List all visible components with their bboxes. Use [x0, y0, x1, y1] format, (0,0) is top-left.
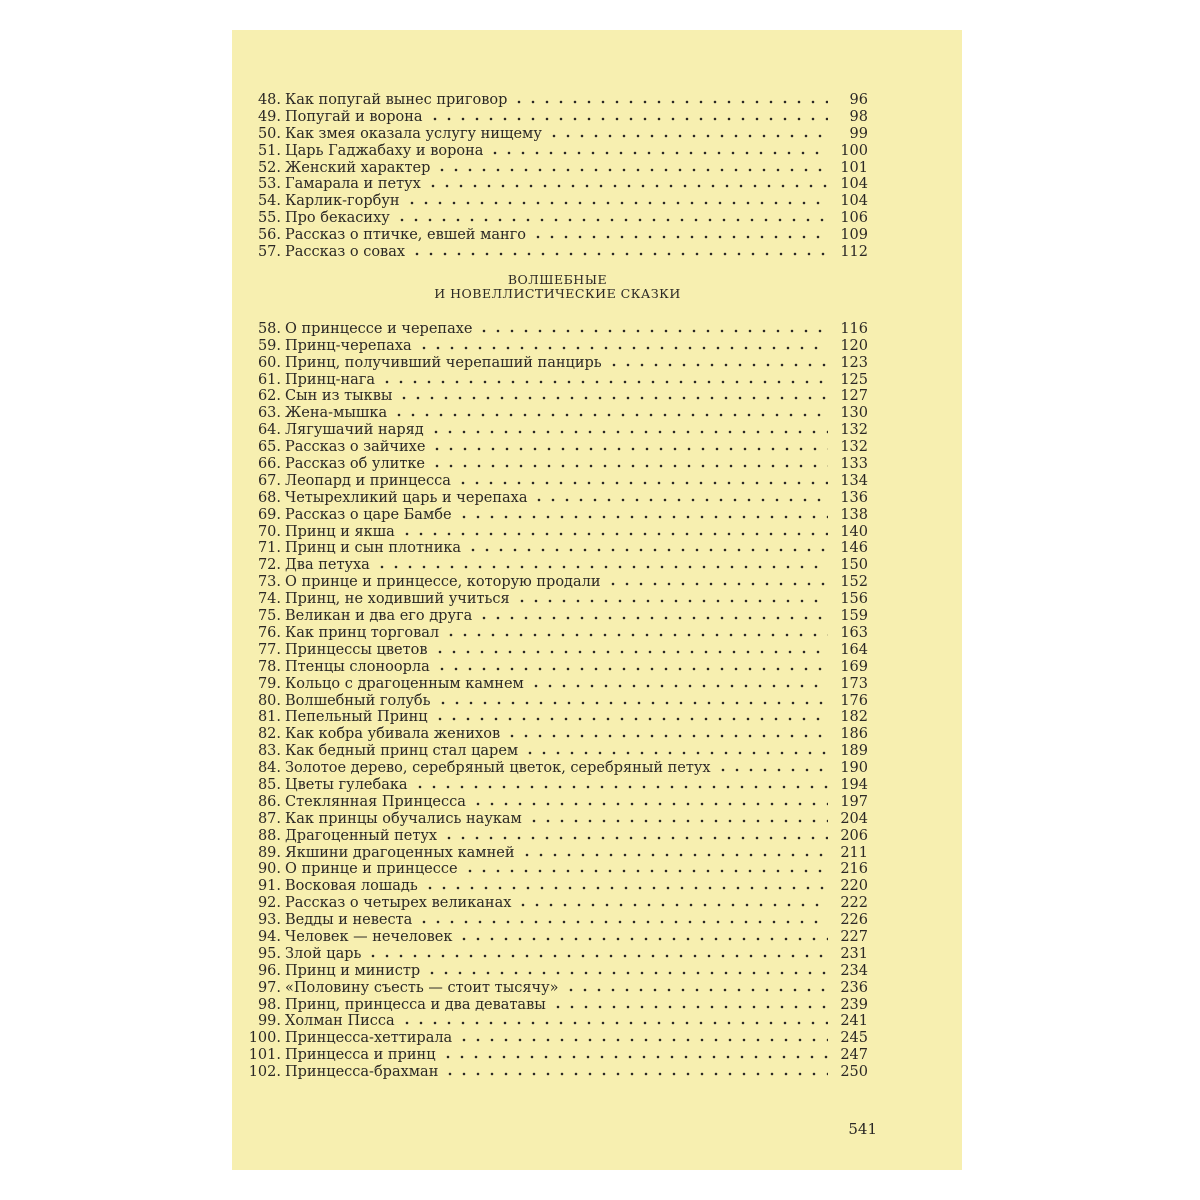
entry-number: 49. [257, 108, 281, 125]
dot-leader [532, 498, 828, 502]
entry-page: 197 [840, 793, 868, 810]
entry-number: 59. [257, 337, 281, 354]
toc-entry [247, 929, 868, 946]
dot-leader [426, 184, 828, 188]
entry-number: 68. [257, 489, 281, 506]
entry-title: Сын из тыквы [285, 388, 393, 405]
dot-leader [512, 100, 828, 104]
entry-title: Человек — нечеловек [285, 928, 453, 945]
entry-title: Птенцы слоноорла [285, 658, 430, 675]
dot-leader [435, 168, 828, 172]
toc-entry [247, 244, 868, 261]
toc-entry [247, 980, 868, 997]
entry-number: 76. [257, 624, 281, 641]
entry-title: Рассказ о совах [285, 244, 406, 261]
entry-page: 231 [840, 945, 868, 962]
toc-entry [247, 422, 868, 439]
dot-leader [380, 380, 828, 384]
dot-leader [531, 235, 828, 239]
entry-number: 82. [257, 726, 281, 743]
entry-page: 146 [840, 540, 868, 557]
entry-title: Злой царь [285, 945, 362, 962]
toc-entry [247, 355, 868, 372]
dot-leader [425, 971, 828, 975]
entry-number: 64. [257, 422, 281, 439]
dot-leader [405, 201, 828, 205]
toc-entry [247, 997, 868, 1014]
entry-title: Принц и якша [285, 523, 395, 540]
toc-entry [247, 608, 868, 625]
dot-leader [436, 701, 828, 705]
entry-page: 104 [840, 176, 868, 193]
dot-leader [444, 633, 828, 637]
entry-page: 206 [840, 827, 868, 844]
entry-title: Восковая лошадь [285, 878, 418, 895]
toc-entry [247, 524, 868, 541]
toc-entry [247, 109, 868, 126]
toc-entry [247, 912, 868, 929]
entry-title: Холман Писса [285, 1013, 395, 1030]
dot-leader [395, 218, 828, 222]
toc-entry [247, 895, 868, 912]
entry-page: 216 [840, 861, 868, 878]
toc-entry [247, 388, 868, 405]
entry-page: 194 [840, 776, 868, 793]
entry-title: Гамарала и петух [285, 176, 421, 193]
entry-page: 247 [840, 1047, 868, 1064]
toc-entry [247, 1013, 868, 1030]
toc-entry [247, 338, 868, 355]
toc-entry [247, 176, 868, 193]
toc-entry [247, 963, 868, 980]
toc-entry [247, 473, 868, 490]
entry-number: 79. [257, 675, 281, 692]
entry-title: Принц и министр [285, 962, 421, 979]
toc-entry [247, 659, 868, 676]
entry-title: Принцесса и принц [285, 1047, 436, 1064]
entry-page: 116 [840, 320, 868, 337]
entry-title: Четырехликий царь и черепаха [285, 489, 528, 506]
entry-page: 98 [849, 108, 868, 125]
entry-number: 97. [257, 979, 281, 996]
entry-page: 130 [840, 405, 868, 422]
entry-page: 234 [840, 962, 868, 979]
dot-leader [520, 853, 829, 857]
entry-title: Драгоценный петух [285, 827, 438, 844]
entry-title: Рассказ об улитке [285, 456, 426, 473]
entry-title: Пепельный Принц [285, 709, 428, 726]
entry-title: Якшини драгоценных камней [285, 844, 515, 861]
entry-number: 61. [257, 371, 281, 388]
toc-section-animal-tales [247, 92, 868, 261]
entry-number: 72. [257, 557, 281, 574]
entry-title: Как змея оказала услугу нищему [285, 125, 542, 142]
entry-title: Женский характер [285, 159, 431, 176]
dot-leader [397, 396, 828, 400]
entry-number: 102. [248, 1064, 281, 1081]
toc-entry [247, 878, 868, 895]
entry-page: 190 [840, 760, 868, 777]
toc-entry [247, 625, 868, 642]
entry-number: 52. [257, 159, 281, 176]
toc-entry [247, 845, 868, 862]
entry-number: 63. [257, 405, 281, 422]
dot-leader [400, 532, 828, 536]
entry-number: 95. [257, 945, 281, 962]
toc-entry [247, 811, 868, 828]
entry-number: 89. [257, 844, 281, 861]
entry-title: Жена-мышка [285, 405, 388, 422]
entry-page: 226 [840, 912, 868, 929]
entry-number: 75. [257, 608, 281, 625]
dot-leader [716, 768, 828, 772]
dot-leader [477, 329, 828, 333]
entry-page: 96 [849, 92, 868, 108]
toc-entry [247, 642, 868, 659]
entry-page: 109 [840, 227, 868, 244]
toc-entry [247, 143, 868, 160]
toc-entry [247, 540, 868, 557]
entry-number: 71. [257, 540, 281, 557]
entry-number: 94. [257, 928, 281, 945]
entry-title: Принц и сын плотника [285, 540, 462, 557]
entry-page: 156 [840, 591, 868, 608]
entry-number: 83. [257, 743, 281, 760]
entry-title: Принц-черепаха [285, 337, 412, 354]
entry-number: 60. [257, 354, 281, 371]
entry-page: 132 [840, 439, 868, 456]
toc-entry [247, 490, 868, 507]
dot-leader [413, 785, 828, 789]
book-page [232, 30, 962, 1170]
dot-leader [400, 1021, 828, 1025]
dot-leader [488, 151, 828, 155]
dot-leader [463, 869, 828, 873]
toc-entry [247, 709, 868, 726]
toc-entry [247, 1030, 868, 1047]
dot-leader [466, 548, 828, 552]
dot-leader [523, 751, 828, 755]
dot-leader [477, 616, 828, 620]
entry-title: Золотое дерево, серебряный цветок, серебряный петух [285, 760, 711, 777]
toc-entry [247, 557, 868, 574]
entry-number: 84. [257, 760, 281, 777]
toc-entry [247, 160, 868, 177]
toc-entry [247, 743, 868, 760]
entry-page: 150 [840, 557, 868, 574]
entry-title: Рассказ о четырех великанах [285, 895, 512, 912]
toc-entry [247, 210, 868, 227]
entry-title: Царь Гаджабаху и ворона [285, 142, 484, 159]
entry-page: 152 [840, 574, 868, 591]
dot-leader [392, 413, 828, 417]
toc-entry [247, 1064, 868, 1081]
section-heading-line1: ВОЛШЕБНЫЕ [507, 271, 608, 287]
entry-number: 98. [257, 996, 281, 1013]
toc-entry [247, 126, 868, 143]
toc-entry [247, 760, 868, 777]
entry-number: 54. [257, 193, 281, 210]
entry-page: 163 [840, 624, 868, 641]
dot-leader [430, 447, 828, 451]
toc-entry [247, 591, 868, 608]
entry-page: 211 [840, 844, 868, 861]
toc-entry [247, 405, 868, 422]
entry-number: 74. [257, 591, 281, 608]
entry-page: 100 [840, 142, 868, 159]
entry-number: 88. [257, 827, 281, 844]
entry-page: 101 [840, 159, 868, 176]
entry-page: 250 [840, 1064, 868, 1081]
entry-number: 56. [257, 227, 281, 244]
entry-number: 50. [257, 125, 281, 142]
entry-number: 66. [257, 456, 281, 473]
entry-page: 176 [840, 692, 868, 709]
entry-title: О принце и принцессе, которую продали [285, 574, 601, 591]
entry-title: Принцессы цветов [285, 641, 428, 658]
entry-title: Волшебный голубь [285, 692, 431, 709]
section-heading-line2: И НОВЕЛЛИСТИЧЕСКИЕ СКАЗКИ [434, 285, 681, 301]
entry-number: 57. [257, 244, 281, 261]
dot-leader [366, 954, 828, 958]
entry-number: 81. [257, 709, 281, 726]
entry-page: 138 [840, 506, 868, 523]
entry-page: 241 [840, 1013, 868, 1030]
entry-title: Принц, получивший черепаший панцирь [285, 354, 602, 371]
dot-leader [442, 836, 828, 840]
dot-leader [417, 346, 828, 350]
dot-leader [430, 464, 828, 468]
entry-title: Цветы гулебака [285, 776, 408, 793]
dot-leader [516, 903, 828, 907]
entry-page: 134 [840, 472, 868, 489]
dot-leader [410, 252, 828, 256]
dot-leader [433, 717, 828, 721]
entry-page: 220 [840, 878, 868, 895]
dot-leader [505, 734, 828, 738]
entry-title: Как бедный принц стал царем [285, 743, 519, 760]
entry-page: 136 [840, 489, 868, 506]
entry-title: Про бекасиху [285, 210, 390, 227]
entry-page: 239 [840, 996, 868, 1013]
toc-entry [247, 92, 868, 109]
entry-page: 182 [840, 709, 868, 726]
entry-number: 78. [257, 658, 281, 675]
toc-entry [247, 193, 868, 210]
entry-title: Карлик-горбун [285, 193, 400, 210]
dot-leader [456, 481, 828, 485]
entry-title: Принцесса-хеттирала [285, 1030, 453, 1047]
entry-page: 189 [840, 743, 868, 760]
entry-title: Рассказ о птичке, евшей манго [285, 227, 526, 244]
dot-leader [457, 515, 828, 519]
entry-page: 106 [840, 210, 868, 227]
entry-number: 85. [257, 776, 281, 793]
entry-title: Ведды и невеста [285, 912, 413, 929]
dot-leader [433, 650, 828, 654]
dot-leader [435, 667, 828, 671]
entry-number: 67. [257, 472, 281, 489]
entry-page: 132 [840, 422, 868, 439]
dot-leader [457, 1038, 828, 1042]
entry-page: 140 [840, 523, 868, 540]
toc-entry [247, 439, 868, 456]
entry-number: 55. [257, 210, 281, 227]
entry-title: Лягушачий наряд [285, 422, 424, 439]
toc-entry [247, 227, 868, 244]
entry-number: 87. [257, 810, 281, 827]
entry-number: 91. [257, 878, 281, 895]
entry-page: 133 [840, 456, 868, 473]
entry-page: 125 [840, 371, 868, 388]
dot-leader [429, 430, 828, 434]
toc-entry [247, 828, 868, 845]
entry-title: Как принцы обучались наукам [285, 810, 522, 827]
entry-number: 100. [248, 1030, 281, 1047]
entry-number: 90. [257, 861, 281, 878]
toc-entry [247, 726, 868, 743]
toc-entry [247, 321, 868, 338]
dot-leader [417, 920, 828, 924]
entry-page: 159 [840, 608, 868, 625]
entry-page: 173 [840, 675, 868, 692]
entry-number: 77. [257, 641, 281, 658]
entry-page: 204 [840, 810, 868, 827]
entry-number: 65. [257, 439, 281, 456]
dot-leader [564, 988, 829, 992]
entry-title: О принцессе и черепахе [285, 320, 473, 337]
entry-number: 92. [257, 895, 281, 912]
dot-leader [423, 886, 828, 890]
entry-number: 48. [257, 92, 281, 108]
entry-page: 127 [840, 388, 868, 405]
entry-number: 62. [257, 388, 281, 405]
dot-leader [471, 802, 828, 806]
entry-title: Как попугай вынес приговор [285, 92, 508, 108]
entry-page: 169 [840, 658, 868, 675]
entry-page: 236 [840, 979, 868, 996]
toc-entry [247, 777, 868, 794]
dot-leader [529, 684, 828, 688]
entry-title: Принцесса-брахман [285, 1064, 439, 1081]
entry-title: Кольцо с драгоценным камнем [285, 675, 524, 692]
toc-entry [247, 1047, 868, 1064]
entry-title: О принце и принцессе [285, 861, 458, 878]
entry-number: 86. [257, 793, 281, 810]
entry-title: Великан и два его друга [285, 608, 473, 625]
entry-page: 99 [849, 125, 868, 142]
entry-page: 245 [840, 1030, 868, 1047]
entry-number: 96. [257, 962, 281, 979]
toc-entry [247, 507, 868, 524]
dot-leader [607, 363, 828, 367]
entry-page: 186 [840, 726, 868, 743]
entry-page: 123 [840, 354, 868, 371]
entry-title: «Половину съесть — стоит тысячу» [285, 979, 559, 996]
entry-title: Два петуха [285, 557, 370, 574]
toc-entry [247, 861, 868, 878]
dot-leader [443, 1072, 828, 1076]
dot-leader [551, 1005, 828, 1009]
entry-title: Рассказ о царе Бамбе [285, 506, 452, 523]
dot-leader [375, 565, 828, 569]
entry-page: 120 [840, 337, 868, 354]
entry-title: Рассказ о зайчихе [285, 439, 426, 456]
toc-entry [247, 574, 868, 591]
entry-number: 53. [257, 176, 281, 193]
entry-page: 112 [840, 244, 868, 261]
dot-leader [547, 134, 828, 138]
entry-number: 93. [257, 912, 281, 929]
dot-leader [428, 117, 828, 121]
entry-number: 99. [257, 1013, 281, 1030]
entry-title: Принц-нага [285, 371, 376, 388]
entry-number: 70. [257, 523, 281, 540]
entry-title: Принц, не ходивший учиться [285, 591, 510, 608]
entry-number: 80. [257, 692, 281, 709]
toc-entry [247, 372, 868, 389]
dot-leader [527, 819, 828, 823]
page-number: 541 [848, 1120, 877, 1138]
toc-entry [247, 946, 868, 963]
toc-entry [247, 676, 868, 693]
dot-leader [606, 582, 829, 586]
entry-title: Принц, принцесса и два деватавы [285, 996, 546, 1013]
entry-page: 164 [840, 641, 868, 658]
dot-leader [457, 937, 828, 941]
entry-page: 104 [840, 193, 868, 210]
toc-entry [247, 456, 868, 473]
entry-title: Попугай и ворона [285, 108, 423, 125]
dot-leader [515, 599, 828, 603]
entry-title: Леопард и принцесса [285, 472, 451, 489]
entry-number: 58. [257, 320, 281, 337]
entry-title: Как принц торговал [285, 624, 440, 641]
table-of-contents [247, 92, 868, 1081]
entry-number: 73. [257, 574, 281, 591]
entry-number: 69. [257, 506, 281, 523]
entry-page: 227 [840, 928, 868, 945]
entry-number: 101. [248, 1047, 281, 1064]
entry-title: Стеклянная Принцесса [285, 793, 466, 810]
dot-leader [441, 1055, 828, 1059]
toc-entry [247, 693, 868, 710]
entry-page: 222 [840, 895, 868, 912]
entry-number: 51. [257, 142, 281, 159]
toc-section-magic-tales [247, 321, 868, 1081]
section-heading [247, 273, 868, 301]
toc-entry [247, 794, 868, 811]
entry-title: Как кобра убивала женихов [285, 726, 501, 743]
